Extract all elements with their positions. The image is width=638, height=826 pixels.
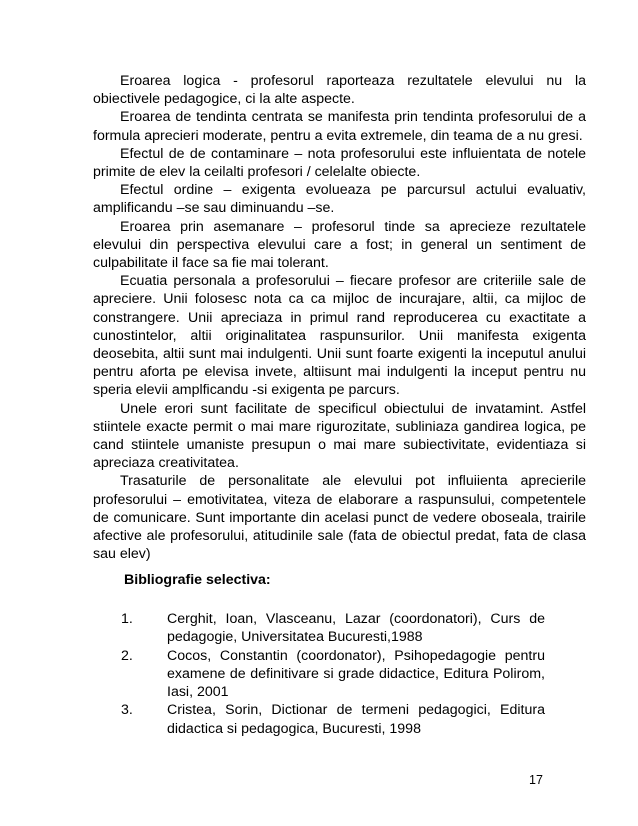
bibliography-heading: Bibliografie selectiva:: [124, 572, 271, 588]
paragraph-contamination: Efectul de de contaminare – nota profesorului este influientata de notele primite de elev la ceilalti profesori / celelalte obiecte.: [93, 145, 586, 181]
page-number: 17: [529, 773, 543, 787]
bibliography-entry: Cerghit, Ioan, Vlasceanu, Lazar (coordonatori), Curs de pedagogie, Universitatea Bucuresti,1988: [167, 611, 545, 646]
bibliography-list: [121, 610, 545, 738]
paragraph-central-tendency: Eroarea de tendinta centrata se manifesta prin tendinta profesorului de a formula aprecieri moderate, pentru a evita extremele, din teama de a nu gresi.: [93, 109, 586, 144]
bibliography-entry: Cocos, Constantin (coordonator), Psihopedagogie pentru examene de definitivare si grade didactice, Editura Polirom, Iasi, 2001: [167, 647, 545, 701]
bibliography-number: 2.: [121, 647, 133, 664]
paragraph-similarity-error: Eroarea prin asemanare – profesorul tinde sa aprecieze rezultatele elevului din perspectiva elevului care a fost; in general un sentiment de culpabilitate il face sa fie mai tolerant.: [93, 218, 586, 272]
bibliography-entry: Cristea, Sorin, Dictionar de termeni pedagogici, Editura didactica si pedagogica, Bucuresti, 1998: [167, 702, 545, 737]
paragraph-order-effect: Efectul ordine – exigenta evolueaza pe parcursul actului evaluativ, amplificandu –se sau diminuandu –se.: [93, 182, 586, 217]
paragraph-personality-traits: Trasaturile de personalitate ale elevului pot influiienta aprecierile profesorului – emotivitatea, viteza de elaborare a raspunsului, competentele de comunicare. Sunt importante din acelasi punct de vedere oboseala, trairile afective ale profesorului, atitudinile sale (fata de obiectul predat, fata de clasa sau elev): [93, 473, 586, 563]
bibliography-item: [121, 610, 545, 647]
body-text: [93, 72, 586, 563]
paragraph-subject-errors: Unele erori sunt facilitate de specificul obiectului de invatamint. Astfel stiintele exacte permit o mai mare rigurozitate, subliniaza gandirea logica, pe cand stiintele umaniste presupun o mai mare subiectivitate, evidentiaza si apreciaza creativitatea.: [93, 400, 586, 472]
bibliography-item: [121, 701, 545, 738]
paragraph-personal-equation: Ecuatia personala a profesorului – fiecare profesor are criteriile sale de apreciere. Unii folosesc nota ca ca mijloc de incurajare, altii, ca mijloc de constrangere. Unii apreciaza in primul rand reproducerea cu exactitate a cunostintelor, altii originalitatea raspunsurilor. Unii manifesta exigenta deosebita, altii sunt mai indulgenti. Unii sunt foarte exigenti la inceputul anului pentru aforta pe elevisa invete, altiisunt mai indulgenti la inceput pentru nu speria elevii amplficandu -si exigenta pe parcurs.: [93, 273, 586, 399]
bibliography-number: 1.: [121, 611, 133, 627]
paragraph-logical-error: Eroarea logica - profesorul raporteaza rezultatele elevului nu la obiectivele pedagogice, ci la alte aspecte.: [93, 73, 586, 108]
bibliography-item: [121, 647, 545, 702]
bibliography-number: 3.: [121, 702, 133, 719]
